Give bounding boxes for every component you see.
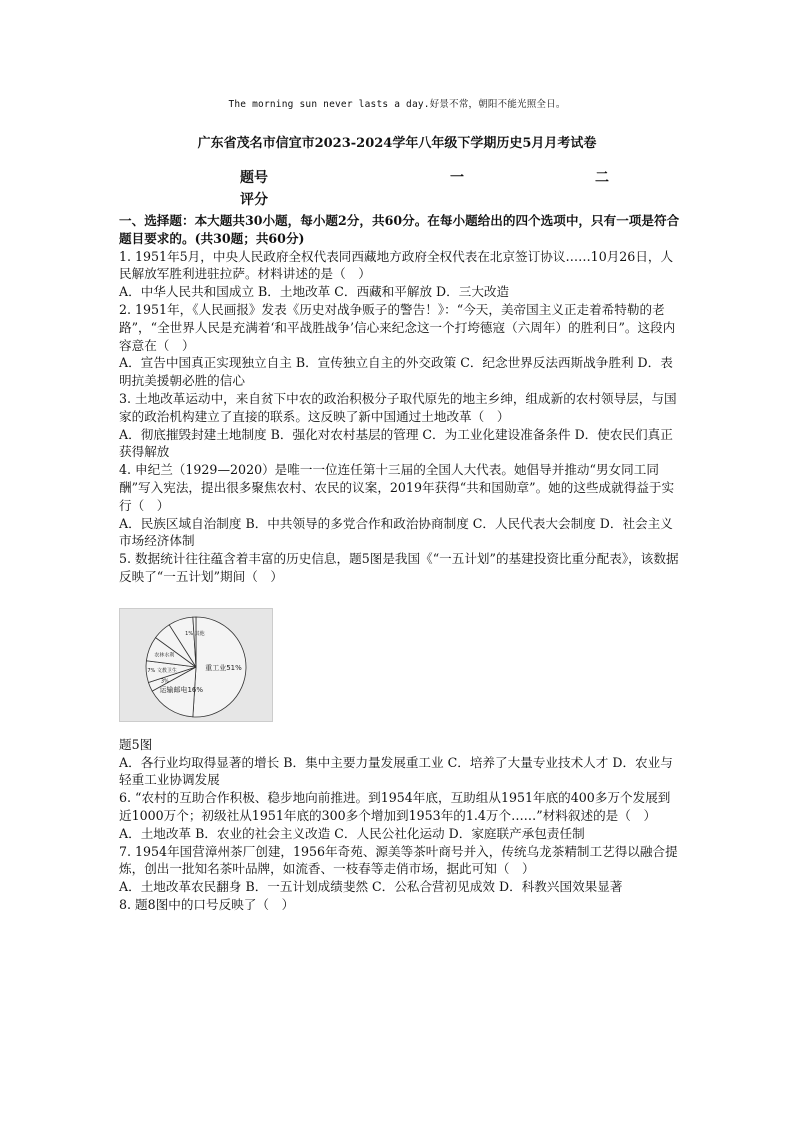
q7-stem: 7. 1954年国营漳州茶厂创建，1956年奇苑、源美等茶叶商号并入，传统乌龙茶精制工艺得以融合提炼，创出一批知名茶叶品牌，如流香、一枝春等走俏市场，据此可知（ ）: [119, 843, 678, 877]
q3-stem: 3. 土地改革运动中，来自贫下中农的政治积极分子取代原先的地主乡绅，组成新的农村领导层，与国家的政治机构建立了直接的联系。这反映了新中国通过土地改革（ ）: [119, 390, 677, 424]
q8-stem: 8. 题8图中的口号反映了（ ）: [119, 896, 295, 912]
pie-slice-label: 运输邮电16%: [159, 685, 204, 694]
pie-svg: [120, 609, 272, 721]
q4-options: A．民族区域自治制度 B．中共领导的多党合作和政治协商制度 C．人民代表大会制度 D．社会主义市场经济体制: [119, 515, 673, 549]
q5-pie-chart: [119, 608, 273, 722]
score-col-2: 二: [595, 170, 609, 186]
q5-caption: 题5图: [119, 736, 153, 752]
q2-options: A．宣告中国真正实现独立自主 B．宣传独立自主的外交政策 C．纪念世界反法西斯战争胜利 D．表明抗美援朝必胜的信心: [119, 355, 673, 389]
q5-stem: 5. 数据统计往往蕴含着丰富的历史信息，题5图是我国《“一五计划”的基建投资比重分配表》，该数据反映了“一五计划”期间（ ）: [119, 551, 679, 584]
pie-slice-label: 农林水利: [154, 652, 175, 659]
q2-stem: 2. 1951年，《人民画报》发表《历史对战争贩子的警告！》：“今天，美帝国主义正走着希特勒的老路”，“全世界人民是充满着‘和平战胜战争’信心来纪念这一个打垮德寇（六周年）的胜利日”。这段内容意在（ ）: [119, 301, 676, 353]
q3-options: A．彻底摧毁封建土地制度 B．强化对农村基层的管理 C．为工业化建设准备条件 D．使农民们真正获得解放: [119, 426, 673, 460]
q1-options: A．中华人民共和国成立 B．土地改革 C．西藏和平解放 D．三大改造: [119, 284, 510, 300]
score-row-label: 评分: [240, 192, 268, 208]
section-heading: 一、选择题：本大题共30小题，每小题2分，共60分。在每小题给出的四个选项中，只有一项是符合题目要求的。(共30题；共60分): [119, 213, 680, 246]
q4-stem: 4. 申纪兰（1929—2020）是唯一一位连任第十三届的全国人大代表。她倡导并推动“男女同工同酬”写入宪法，提出很多聚焦农村、农民的议案，2019年获得“共和国勋章”。她的这些成就得益于实行（ ）: [119, 462, 675, 513]
score-col-1: 一: [450, 170, 464, 186]
page-motto: The morning sun never lasts a day.好景不常，朝阳不能光照全日。: [228, 99, 566, 110]
pie-slice-label: 7% 文教卫生: [147, 667, 177, 674]
score-table: [240, 167, 640, 211]
q7-options: A．土地改革农民翻身 B．一五计划成绩斐然 C．公私合营初见成效 D．科教兴国效果显著: [119, 879, 623, 895]
exam-title: 广东省茂名市信宜市2023-2024学年八年级下学期历史5月月考试卷: [197, 136, 597, 151]
exam-content: [119, 212, 681, 914]
score-col-header: 题号: [240, 170, 268, 186]
q5-options: A．各行业均取得显著的增长 B．集中主要力量发展重工业 C．培养了大量专业技术人才 D．农业与轻重工业协调发展: [119, 754, 673, 788]
pie-slice-label: 3%: [160, 678, 169, 685]
q6-options: A．土地改革 B．农业的社会主义改造 C．人民公社化运动 D．家庭联产承包责任制: [119, 825, 585, 841]
q6-stem: 6. “农村的互助合作积极、稳步地向前推进。到1954年底，互助组从1951年底的400多万个发展到近1000万个；初级社从1951年底的300多个增加到1953年的1.4万个……”材料叙述的是（ ）: [119, 790, 671, 823]
pie-slice-label: 1% 其他: [185, 630, 205, 637]
q1-stem: 1. 1951年5月，中央人民政府全权代表同西藏地方政府全权代表在北京签订协议……10月26日，人民解放军胜利进驻拉萨。材料讲述的是（ ）: [119, 248, 674, 282]
pie-slice-label: 重工业51%: [205, 663, 242, 672]
